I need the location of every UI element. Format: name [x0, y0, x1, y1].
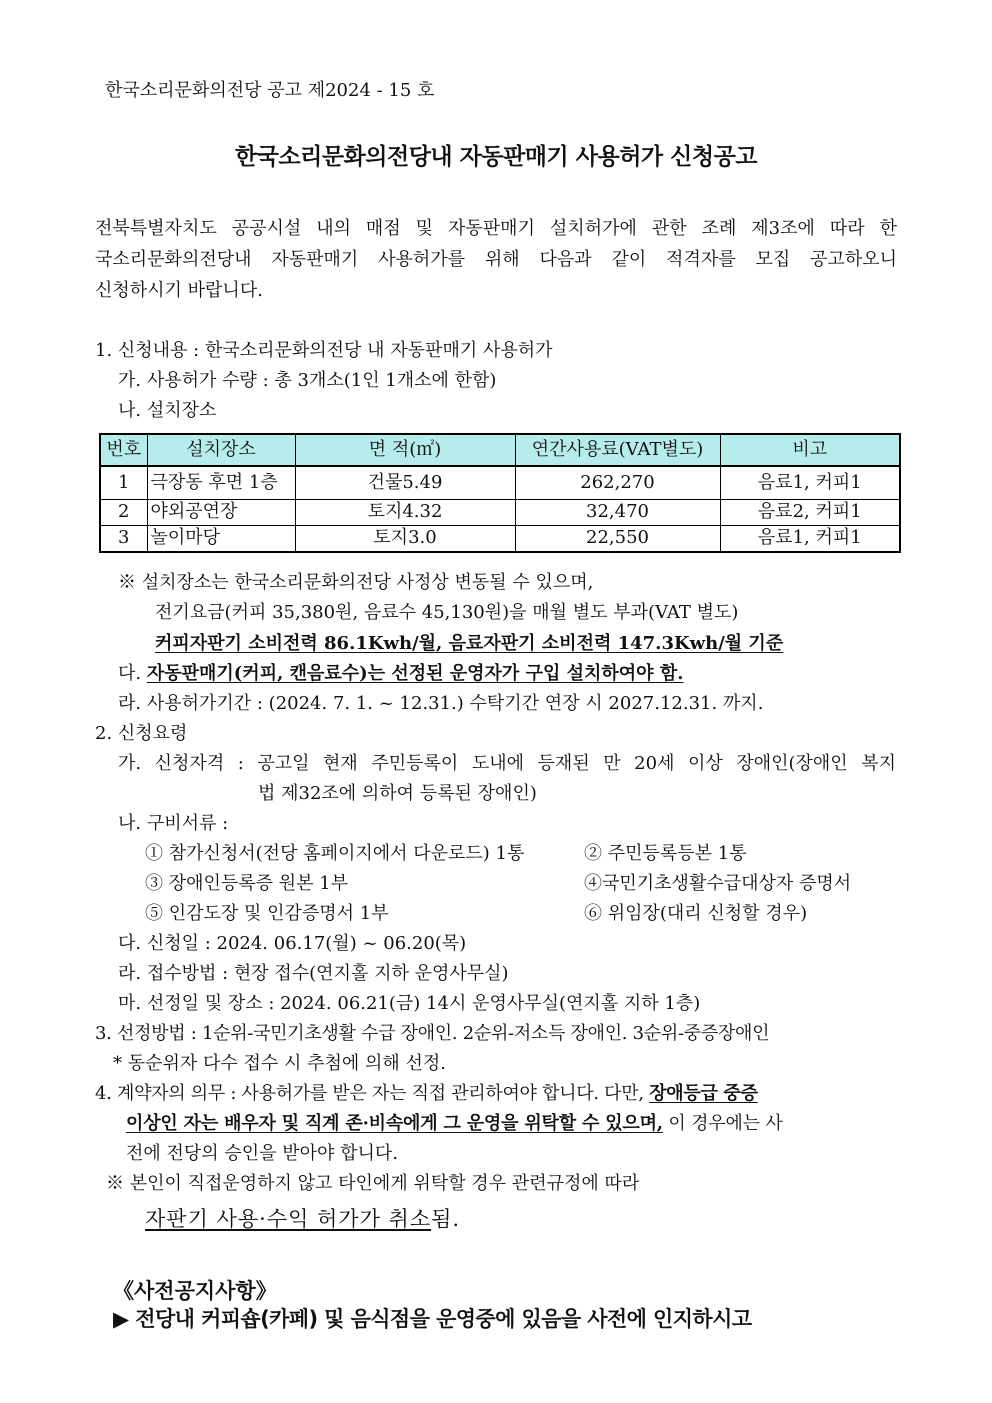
table-row [100, 499, 900, 525]
header-area: 면 적(㎡) [295, 434, 515, 466]
section4-line2-text: 이 경우에는 사 [662, 1113, 783, 1134]
section4-line-2 [126, 1113, 783, 1135]
section3-note: * 동순위자 다수 접수 시 추첨에 의해 선정. [113, 1053, 446, 1074]
section1-heading: 1. 신청내용 : 한국소리문화의전당 내 자동판매기 사용허가 [95, 340, 553, 361]
section2-item-da: 다. 신청일 : 2024. 06.17(월) ~ 06.20(목) [118, 933, 467, 954]
cell-number: 3 [100, 525, 147, 552]
document-item-3: ③ 장애인등록증 원본 1부 [145, 873, 349, 894]
permit-cancel-emphasis: 자판기 사용·수익 허가가 취소 [145, 1207, 432, 1231]
notice-number: 한국소리문화의전당 공고 제2024 - 15 호 [105, 80, 435, 101]
intro-line-2: 국소리문화의전당내 자동판매기 사용허가를 위해 다음과 같이 적격자를 모집 공고하오니 [95, 249, 897, 270]
document-item-2: ② 주민등록등본 1통 [584, 843, 747, 864]
cell-annual-fee: 32,470 [515, 499, 720, 525]
section1-item-ga: 가. 사용허가 수량 : 총 3개소(1인 1개소에 한함) [118, 370, 497, 391]
section1-item-da [118, 663, 683, 685]
document-item-1: ① 참가신청서(전당 홈페이지에서 다운로드) 1통 [145, 843, 525, 864]
section4-line1-emphasis: 장애등급 중증 [649, 1083, 758, 1104]
section2-item-na: 나. 구비서류 : [118, 813, 229, 834]
section2-item-ma: 마. 선정일 및 장소 : 2024. 06.21(금) 14시 운영사무실(연지홀 지하 1층) [118, 993, 701, 1014]
document-title: 한국소리문화의전당내 자동판매기 사용허가 신청공고 [234, 144, 758, 170]
prior-notice-heading: 《사전공지사항》 [113, 1279, 277, 1303]
section4-note: ※ 본인이 직접운영하지 않고 타인에게 위탁할 경우 관련규정에 따라 [106, 1173, 640, 1194]
item-da-text: 자동판매기(커피, 캔음료수)는 선정된 운영자가 구입 설치하여야 함. [146, 663, 684, 684]
intro-line-3: 신청하시기 바랍니다. [95, 280, 263, 301]
cell-number: 2 [100, 499, 147, 525]
section2-item-ga-1: 가. 신청자격 : 공고일 현재 주민등록이 도내에 등재된 만 20세 이상 장애인(장애인 복지 [118, 753, 896, 774]
section4-line-3: 전에 전당의 승인을 받아야 합니다. [126, 1143, 399, 1164]
cell-annual-fee: 262,270 [515, 466, 720, 499]
header-annual-fee: 연간사용료(VAT별도) [515, 434, 720, 466]
prior-notice-body: ▶ 전당내 커피숍(카페) 및 음식점을 운영중에 있음을 사전에 인지하시고 [113, 1307, 752, 1331]
installation-location-table [99, 433, 901, 553]
section4-line1-text: 4. 계약자의 의무 : 사용허가를 받은 자는 직접 관리하여야 합니다. 다만, [95, 1083, 650, 1104]
permit-cancel-suffix: 됨. [431, 1207, 461, 1231]
section2-heading: 2. 신청요령 [95, 723, 188, 744]
cell-location: 극장동 후면 1층 [147, 466, 295, 499]
section2-item-ga-2: 법 제32조에 의하여 등록된 장애인) [258, 783, 537, 804]
item-da-prefix: 다. [118, 663, 147, 684]
intro-line-1: 전북특별자치도 공공시설 내의 매점 및 자동판매기 설치허가에 관한 조례 제3조에 따라 한 [95, 218, 897, 239]
header-number: 번호 [100, 434, 147, 466]
table-header-row [100, 434, 900, 466]
header-remarks: 비고 [720, 434, 900, 466]
document-item-6: ⑥ 위임장(대리 신청할 경우) [584, 903, 808, 924]
section1-item-na: 나. 설치장소 [118, 400, 217, 421]
table-row [100, 525, 900, 552]
cell-remarks: 음료1, 커피1 [720, 466, 900, 499]
location-note-1: ※ 설치장소는 한국소리문화의전당 사정상 변동될 수 있으며, [118, 572, 594, 593]
section4-line-1 [95, 1083, 758, 1105]
cell-area: 토지4.32 [295, 499, 515, 525]
power-consumption-note: 커피자판기 소비전력 86.1Kwh/월, 음료자판기 소비전력 147.3Kwh/월 기준 [155, 633, 784, 654]
permit-cancel-line [145, 1208, 460, 1230]
header-location: 설치장소 [147, 434, 295, 466]
cell-remarks: 음료1, 커피1 [720, 525, 900, 552]
cell-remarks: 음료2, 커피1 [720, 499, 900, 525]
section3-heading: 3. 선정방법 : 1순위-국민기초생활 수급 장애인. 2순위-저소득 장애인. 3순위-중증장애인 [95, 1023, 770, 1044]
cell-location: 놀이마당 [147, 525, 295, 552]
cell-area: 토지3.0 [295, 525, 515, 552]
document-item-4: ④국민기초생활수급대상자 증명서 [584, 873, 852, 894]
cell-area: 건물5.49 [295, 466, 515, 499]
section1-item-ra: 라. 사용허가기간 : (2024. 7. 1. ~ 12.31.) 수탁기간 연장 시 2027.12.31. 까지. [118, 693, 764, 714]
section2-item-ra: 라. 접수방법 : 현장 접수(연지홀 지하 운영사무실) [118, 963, 509, 984]
location-note-2: 전기요금(커피 35,380원, 음료수 45,130원)을 매월 별도 부과(VAT 별도) [155, 602, 739, 623]
table-row [100, 466, 900, 499]
cell-annual-fee: 22,550 [515, 525, 720, 552]
document-item-5: ⑤ 인감도장 및 인감증명서 1부 [145, 903, 389, 924]
cell-number: 1 [100, 466, 147, 499]
section4-line2-emphasis: 이상인 자는 배우자 및 직계 존·비속에게 그 운영을 위탁할 수 있으며, [126, 1113, 663, 1134]
cell-location: 야외공연장 [147, 499, 295, 525]
